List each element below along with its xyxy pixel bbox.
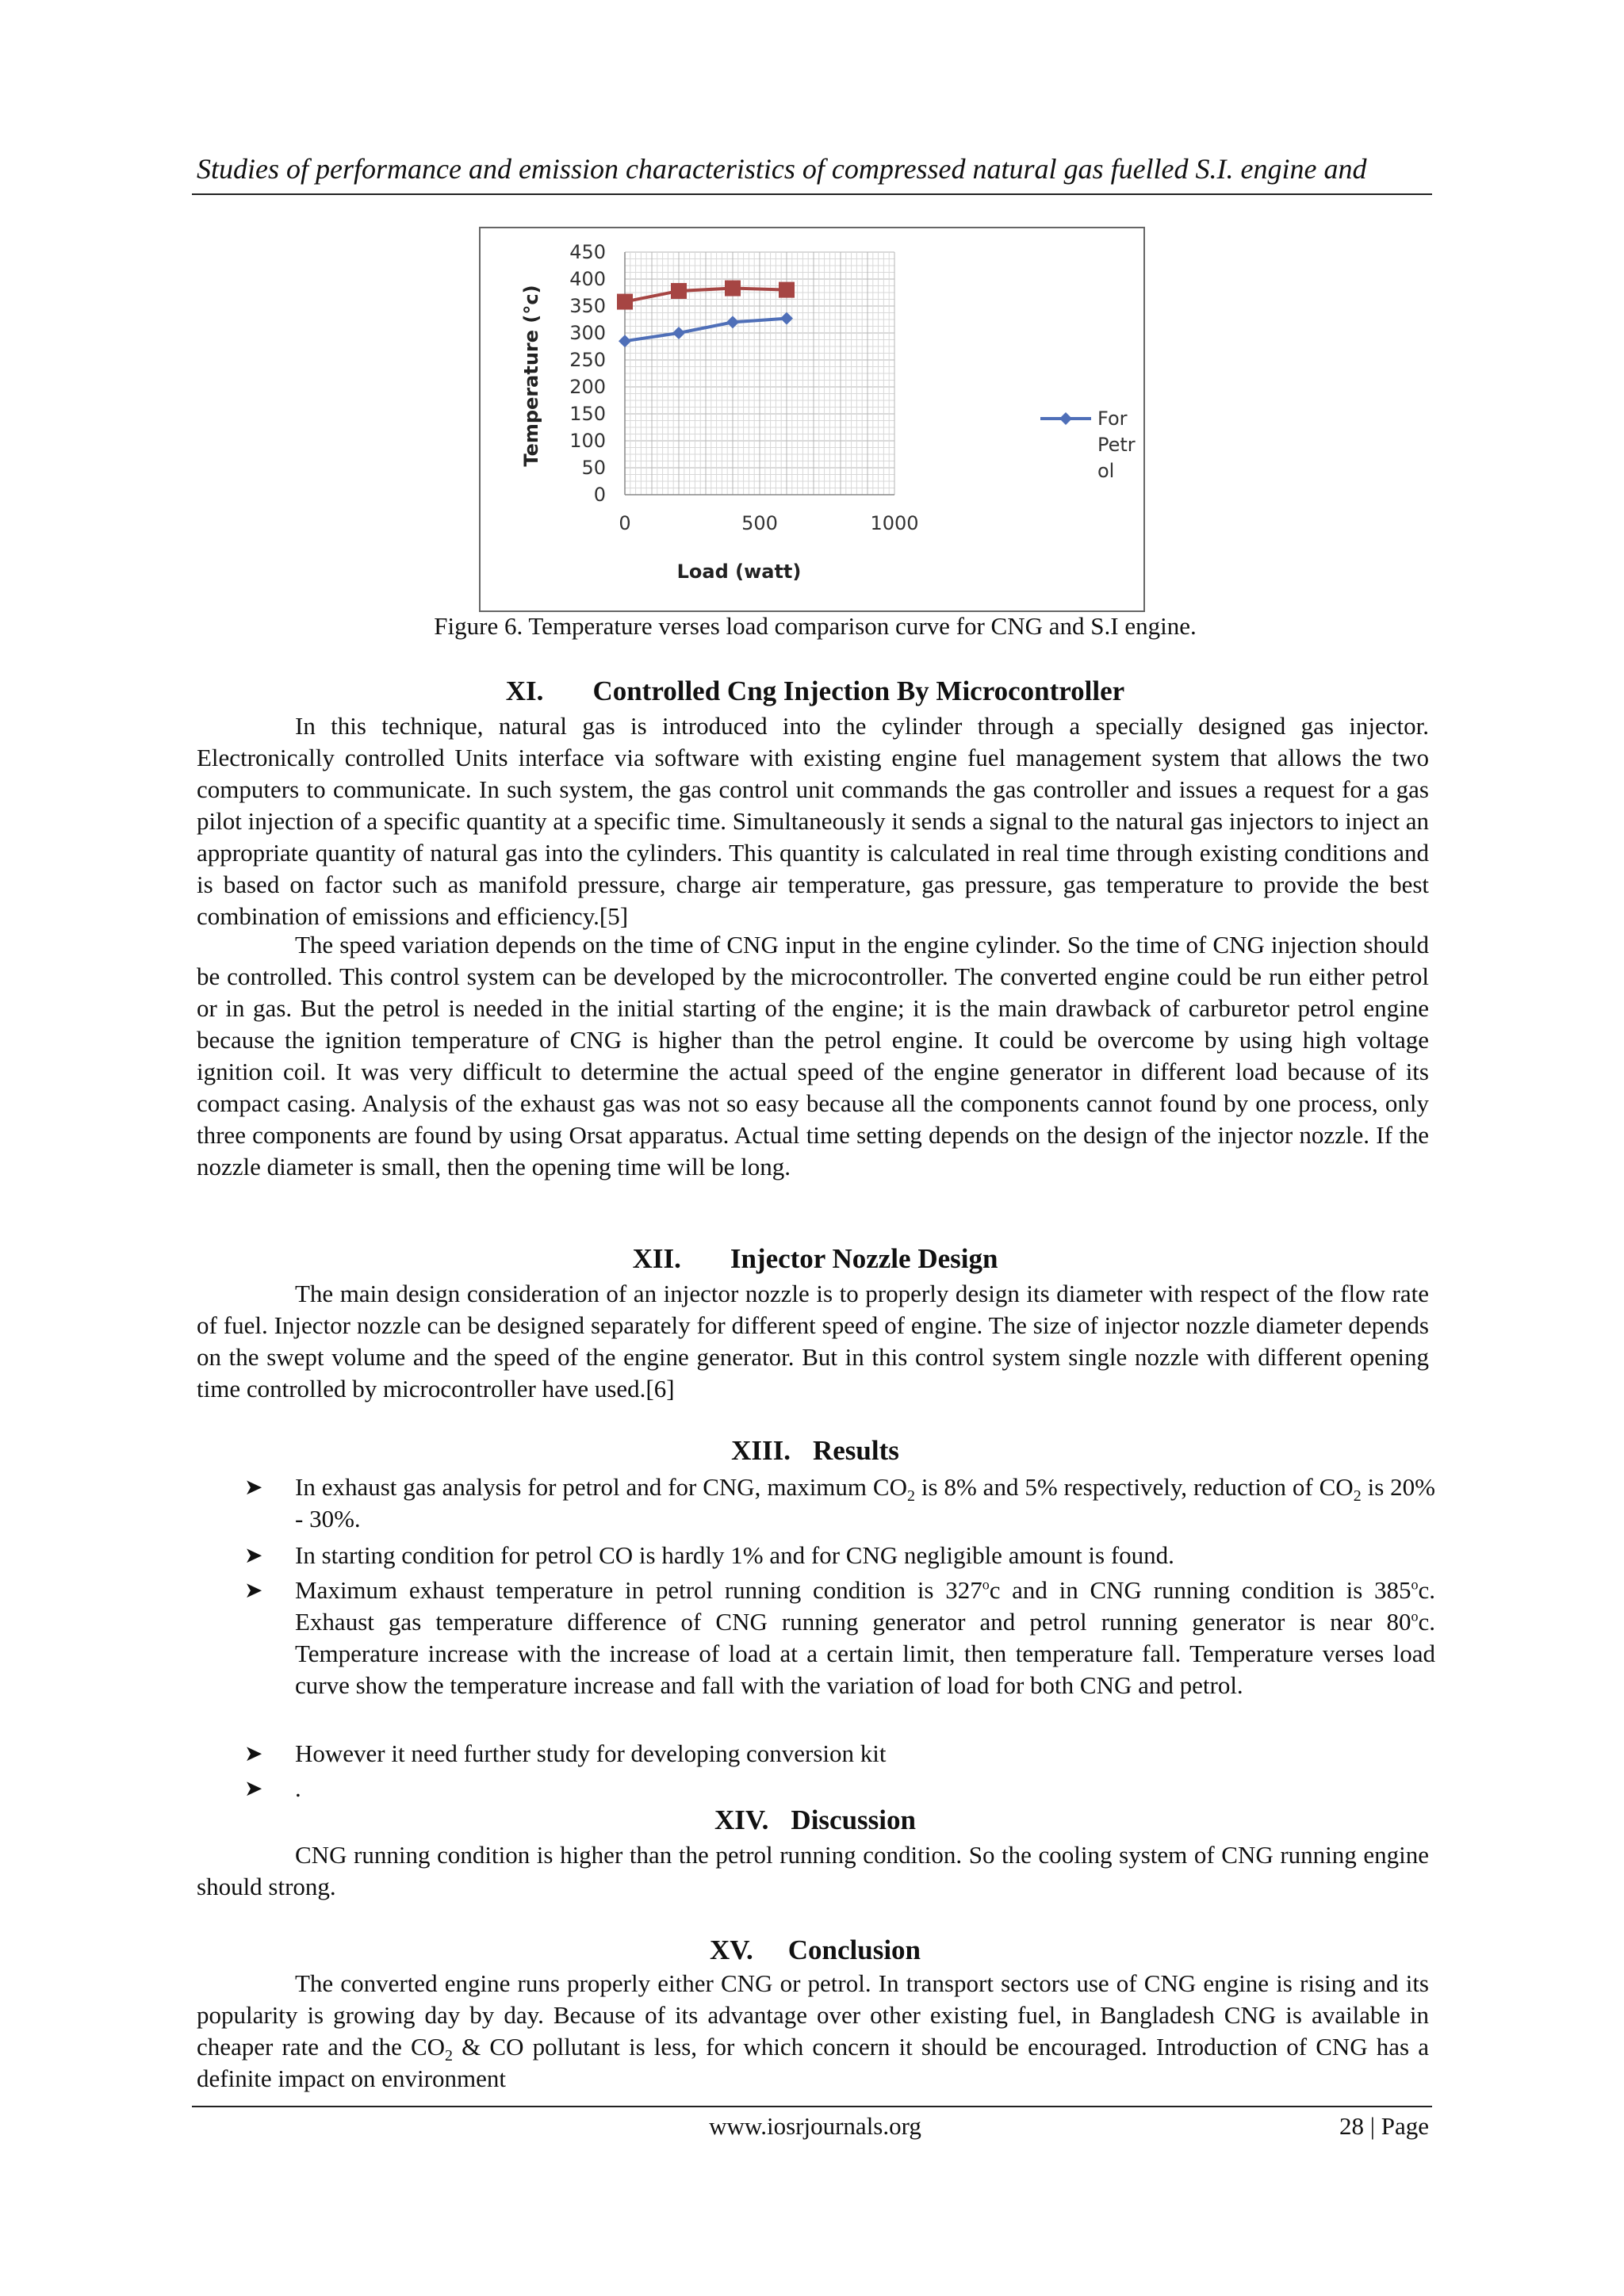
- y-tick-label: 400: [569, 268, 606, 290]
- paragraph-text: The converted engine runs properly either CNG or petrol. In transport sectors use of CNG engine is rising and its popularity is growing day by day. Because of its advantage over other existing fuel, in Bangladesh CNG is available in cheaper rate and the $CO_2$ & CO pollutant is less, for which concern it should be encouraged. Introduction of CNG has a definite impact on environment: [197, 1969, 1429, 2092]
- figure-caption: Figure 6. Temperature verses load comparison curve for CNG and S.I engine.: [434, 612, 1197, 640]
- paragraph: [197, 929, 1429, 1183]
- section-heading-xi: [197, 675, 1434, 707]
- paragraph-text: In this technique, natural gas is introduced into the cylinder through a specially designed gas injector. Electronically controlled Units interface via software with existing engine fuel management system that allows the two computers to communicate. In such system, the gas control unit commands the gas controller and issues a request for a gas pilot injection of a specific quantity at a specific time. Simultaneously it sends a signal to the natural gas injectors to inject an appropriate quantity of natural gas into the cylinders. This quantity is calculated in real time through existing conditions and is based on factor such as manifold pressure, charge air temperature, gas pressure, gas temperature to provide the best combination of emissions and efficiency.[5]: [197, 712, 1429, 930]
- x-axis-label: Load (watt): [676, 561, 802, 583]
- paragraph-text: The speed variation depends on the time of CNG input in the engine cylinder. So the time of CNG injection should be controlled. This control system can be developed by the microcontroller. The converted engine could be run either petrol or in gas. But the petrol is needed in the initial starting of the engine; it is the main drawback of carburetor petrol engine because the ignition temperature of CNG is higher than the petrol engine. It could be overcome by using high voltage ignition coil. It was very difficult to determine the actual speed of the engine generator in different load because of its compact casing. Analysis of the exhaust gas was not so easy because all the components cannot found by one process, only three components are found by using Orsat apparatus. Actual time setting depends on the design of the injector nozzle. If the nozzle diameter is small, then the opening time will be long.: [197, 931, 1429, 1181]
- y-tick-label: 450: [569, 241, 606, 263]
- data-point: [725, 281, 741, 297]
- arrow-bullet-icon: ➤: [244, 1542, 263, 1568]
- section-title: Injector Nozzle Design: [730, 1243, 998, 1274]
- y-tick-label: 0: [593, 484, 606, 506]
- legend-label: Petr: [1097, 434, 1136, 456]
- section-number: XV.: [709, 1934, 753, 1965]
- section-number: XIV.: [714, 1804, 769, 1835]
- paragraph: [197, 1968, 1429, 2095]
- section-title: Conclusion: [787, 1934, 921, 1965]
- paragraph-text: CNG running condition is higher than the petrol running condition. So the cooling system of CNG running engine should strong.: [197, 1841, 1429, 1900]
- data-point: [617, 294, 633, 310]
- y-tick-labels: [569, 241, 606, 506]
- footer-site: www.iosrjournals.org: [709, 2112, 921, 2140]
- list-item: ➤ In starting condition for petrol CO is hardly 1% and for CNG negligible amount is found.: [197, 1540, 1435, 1571]
- y-tick-label: 350: [569, 295, 606, 317]
- legend-marker: [1059, 412, 1072, 425]
- arrow-bullet-icon: ➤: [244, 1474, 263, 1500]
- paragraph-text: The main design consideration of an injector nozzle is to properly design its diameter with respect of the flow rate of fuel. Injector nozzle can be designed separately for different speed of engine. The size of injector nozzle diameter depends on the swept volume and the speed of the engine generator. But in this control system single nozzle with different opening time controlled by microcontroller have used.[6]: [197, 1280, 1429, 1402]
- y-tick-label: 300: [569, 322, 606, 344]
- arrow-bullet-icon: ➤: [244, 1740, 263, 1766]
- y-tick-label: 200: [569, 376, 606, 398]
- section-heading-xii: [197, 1243, 1434, 1275]
- arrow-bullet-icon: ➤: [244, 1775, 263, 1801]
- data-point: [671, 283, 687, 299]
- paragraph: [197, 710, 1429, 932]
- x-tick-label: 1000: [870, 512, 919, 534]
- list-item: ➤ In exhaust gas analysis for petrol and for CNG, maximum $CO_2$ is 8% and 5% respectively, reduction of $CO_2$ is 20% - 30%.: [244, 1473, 1435, 1533]
- section-number: XIII.: [731, 1435, 791, 1466]
- y-tick-label: 100: [569, 430, 606, 452]
- arrow-bullet-icon: ➤: [244, 1577, 263, 1603]
- data-point: [672, 327, 685, 339]
- y-tick-label: 250: [569, 349, 606, 371]
- y-tick-label: 150: [569, 403, 606, 425]
- paragraph: [197, 1278, 1429, 1405]
- x-tick-labels: [619, 512, 918, 534]
- temperature-load-chart: [479, 227, 1145, 612]
- section-heading-xiv: [197, 1804, 1434, 1836]
- section-title: Controlled Cng Injection By Microcontroller: [592, 675, 1125, 706]
- data-point: [780, 312, 793, 325]
- chart-legend: [1040, 408, 1136, 482]
- legend-label: ol: [1097, 460, 1115, 482]
- paragraph: [197, 1839, 1429, 1903]
- x-tick-label: 500: [741, 512, 778, 534]
- section-title: Results: [812, 1435, 899, 1466]
- y-axis-label: Temperature (°c): [520, 285, 542, 467]
- y-tick-label: 50: [581, 457, 606, 479]
- header-rule: [192, 193, 1432, 195]
- section-heading-xiii: [197, 1435, 1434, 1467]
- footer-page-number: 28 | Page: [1339, 2112, 1429, 2140]
- chart-svg: [481, 228, 1143, 610]
- section-heading-xv: [197, 1934, 1434, 1966]
- data-point: [619, 335, 631, 347]
- legend-label: For: [1097, 408, 1128, 430]
- running-header: Studies of performance and emission characteristics of compressed natural gas fuelled S.I. engine and: [197, 153, 1367, 185]
- list-item: ➤ .: [197, 1773, 1435, 1804]
- section-title: Discussion: [791, 1804, 916, 1835]
- x-tick-label: 0: [619, 512, 631, 534]
- section-number: XII.: [632, 1243, 681, 1274]
- footer-rule: [192, 2106, 1432, 2107]
- list-item: ➤ Maximum exhaust temperature in petrol running condition is 327$^o$c and in CNG running condition is 385$^o$c. Exhaust gas temperature difference of CNG running generator and petrol running generator is near 80$^o$c. Temperature increase with the increase of load at a certain limit, then temperature fall. Temperature verses load curve show the temperature increase and fall with the variation of load for both CNG and petrol.: [244, 1576, 1435, 1699]
- data-point: [779, 282, 795, 298]
- list-item: ➤ However it need further study for developing conversion kit: [197, 1738, 1435, 1770]
- section-number: XI.: [505, 675, 544, 706]
